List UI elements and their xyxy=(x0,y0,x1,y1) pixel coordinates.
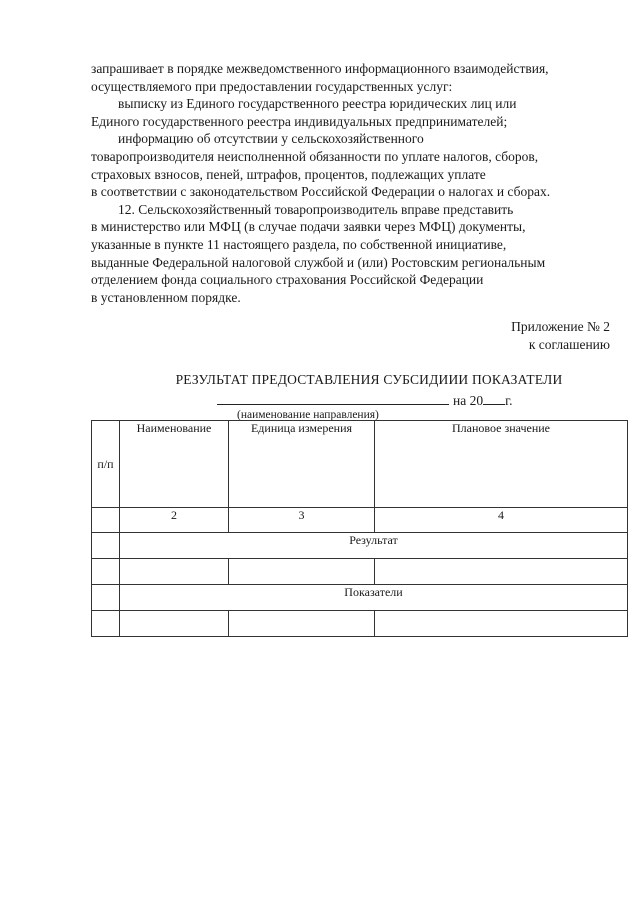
header-number: п/п xyxy=(92,421,120,508)
table-cell xyxy=(229,611,375,637)
paragraph-3-line-1: информацию об отсутствии у сельскохозяйственного xyxy=(118,131,424,147)
table-numbering-row xyxy=(92,508,628,533)
paragraph-4-line-5: отделением фонда социального страхования Российской Федерации xyxy=(91,272,484,288)
table-section-row xyxy=(92,533,628,559)
paragraph-4-line-6: в установленном порядке. xyxy=(91,289,241,305)
paragraph-4-line-3: указанные в пункте 11 настоящего раздела, по собственной инициативе, xyxy=(91,236,507,252)
table-cell xyxy=(92,508,120,533)
paragraph-4-line-2: в министерство или МФЦ (в случае подачи заявки через МФЦ) документы, xyxy=(91,219,526,235)
paragraph-4-line-1: 12. Сельскохозяйственный товаропроизводитель вправе представить xyxy=(118,201,514,217)
paragraph-3-line-4: в соответствии с законодательством Российской Федерации о налогах и сборах. xyxy=(91,184,551,200)
table-cell xyxy=(92,559,120,585)
header-unit: Единица измерения xyxy=(229,421,375,508)
paragraph-1-line-1: запрашивает в порядке межведомственного информационного взаимодействия, xyxy=(91,61,549,76)
appendix-label xyxy=(511,318,610,354)
table-cell xyxy=(375,611,628,637)
period-prefix: на 20 xyxy=(453,393,484,408)
table-cell xyxy=(92,611,120,637)
period-suffix: г. xyxy=(505,393,513,408)
direction-name-blank xyxy=(217,390,449,405)
body-text xyxy=(91,60,609,306)
paragraph-2-line-2: Единого государственного реестра индивидуальных предпринимателей; xyxy=(91,113,508,129)
paragraph-3-line-3: страховых взносов, пеней, штрафов, процентов, подлежащих уплате xyxy=(91,166,486,182)
table-cell xyxy=(92,533,120,559)
column-number-2: 2 xyxy=(120,508,229,533)
table-section-row xyxy=(92,585,628,611)
direction-name-note: (наименование направления) xyxy=(237,409,379,421)
paragraph-4-line-4: выданные Федеральной налоговой службой и (или) Ростовским региональным xyxy=(91,254,546,270)
paragraph-3-line-2: товаропроизводителя неисполненной обязанности по уплате налогов, сборов, xyxy=(91,148,539,164)
appendix-number: Приложение № 2 xyxy=(511,319,610,334)
appendix-reference: к соглашению xyxy=(528,337,610,352)
table-row xyxy=(92,559,628,585)
section-result: Результат xyxy=(120,533,628,559)
table-row xyxy=(92,611,628,637)
table-cell xyxy=(120,559,229,585)
result-heading xyxy=(0,371,640,421)
table-cell xyxy=(229,559,375,585)
header-name: Наименование xyxy=(120,421,229,508)
result-title: РЕЗУЛЬТАТ ПРЕДОСТАВЛЕНИЯ СУБСИДИИИ ПОКАЗАТЕЛИ xyxy=(175,372,563,387)
column-number-4: 4 xyxy=(375,508,628,533)
section-indicators: Показатели xyxy=(120,585,628,611)
column-number-3: 3 xyxy=(229,508,375,533)
table-cell xyxy=(92,585,120,611)
table-cell xyxy=(375,559,628,585)
table-header-row xyxy=(92,421,628,508)
header-plan: Плановое значение xyxy=(375,421,628,508)
year-blank xyxy=(483,390,505,405)
result-table xyxy=(91,420,628,637)
paragraph-1-line-2: осуществляемого при предоставлении государственных услуг: xyxy=(91,78,453,94)
paragraph-2-line-1: выписку из Единого государственного реестра юридических лиц или xyxy=(118,96,517,112)
table-cell xyxy=(120,611,229,637)
